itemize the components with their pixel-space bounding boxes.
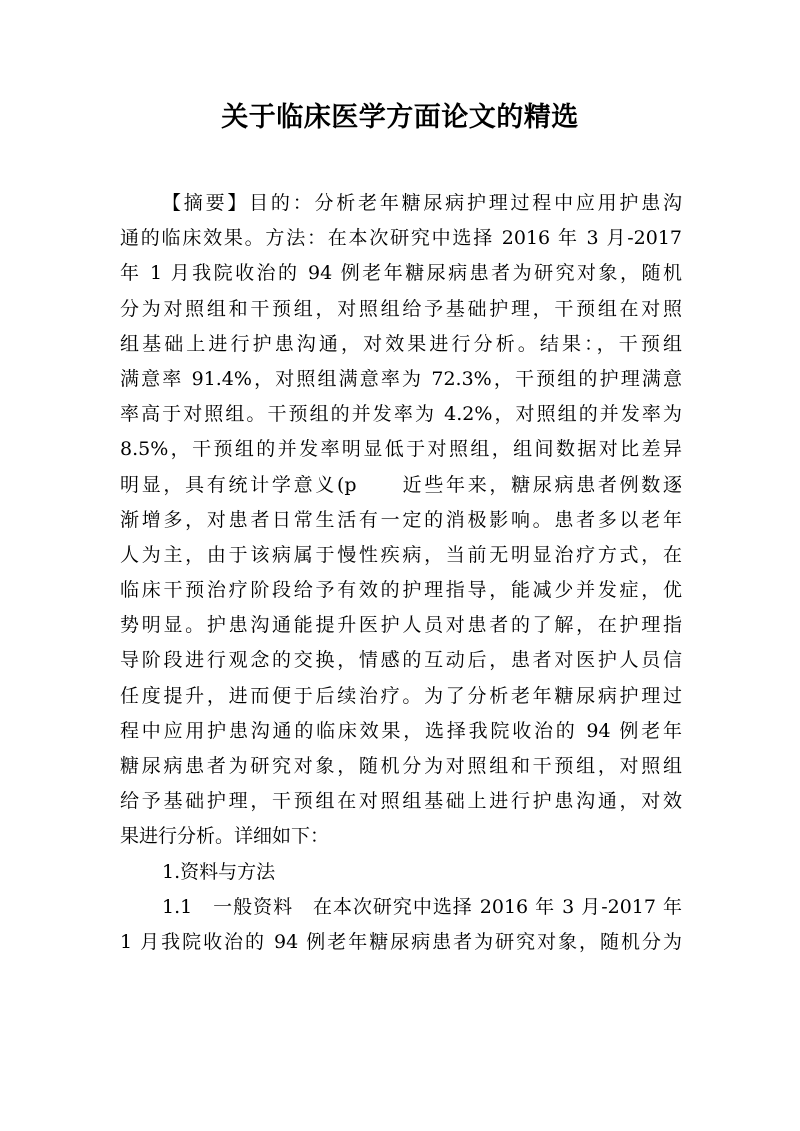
paragraph-line: 果进行分析。详细如下： <box>120 825 330 848</box>
paragraph-line: 导阶段进行观念的交换，情感的互动后，患者对医护人员信 <box>120 649 682 672</box>
paragraph-line: 糖尿病患者为研究对象，随机分为对照组和干预组，对照组 <box>120 755 682 777</box>
paragraph-line: 明显，具有统计学意义(p 近些年来，糖尿病患者例数逐 <box>120 473 682 496</box>
paragraph-line: 给予基础护理，干预组在对照组基础上进行护患沟通，对效 <box>120 790 682 813</box>
paragraph-line: 人为主，由于该病属于慢性疾病，当前无明显治疗方式，在 <box>120 543 682 566</box>
paragraph-line: 临床干预治疗阶段给予有效的护理指导，能减少并发症，优 <box>120 579 682 602</box>
paragraph-line: 组基础上进行护患沟通，对效果进行分析。结果：，干预组 <box>120 332 682 355</box>
article-body <box>120 186 682 960</box>
paragraph-line: 通的临床效果。方法：在本次研究中选择 2016 年 3 月-2017 <box>120 227 682 250</box>
section-heading: 1.资料与方法 <box>162 860 276 883</box>
paragraph-line: 满意率 91.4%，对照组满意率为 72.3%，干预组的护理满意 <box>120 367 682 390</box>
paragraph-line: 任度提升，进而便于后续治疗。为了分析老年糖尿病护理过 <box>120 684 682 707</box>
paragraph-line: 程中应用护患沟通的临床效果，选择我院收治的 94 例老年 <box>120 719 682 742</box>
paragraph-line: 势明显。护患沟通能提升医护人员对患者的了解，在护理指 <box>120 614 682 637</box>
paragraph-line: 【摘要】目的：分析老年糖尿病护理过程中应用护患沟 <box>162 192 682 214</box>
paragraph-line: 1 月我院收治的 94 例老年糖尿病患者为研究对象，随机分为 <box>120 930 682 953</box>
paragraph-line: 年 1 月我院收治的 94 例老年糖尿病患者为研究对象，随机 <box>120 262 682 285</box>
paragraph-line: 8.5%，干预组的并发率明显低于对照组，组间数据对比差异 <box>120 438 682 461</box>
paragraph-line: 分为对照组和干预组，对照组给予基础护理，干预组在对照 <box>120 297 682 320</box>
subsection-line: 1.1 一般资料 在本次研究中选择 2016 年 3 月-2017 年 <box>162 895 682 918</box>
paragraph-line: 率高于对照组。干预组的并发率为 4.2%，对照组的并发率为 <box>120 403 682 426</box>
paragraph-line: 渐增多，对患者日常生活有一定的消极影响。患者多以老年 <box>120 508 682 531</box>
page-title: 关于临床医学方面论文的精选 <box>221 102 579 133</box>
